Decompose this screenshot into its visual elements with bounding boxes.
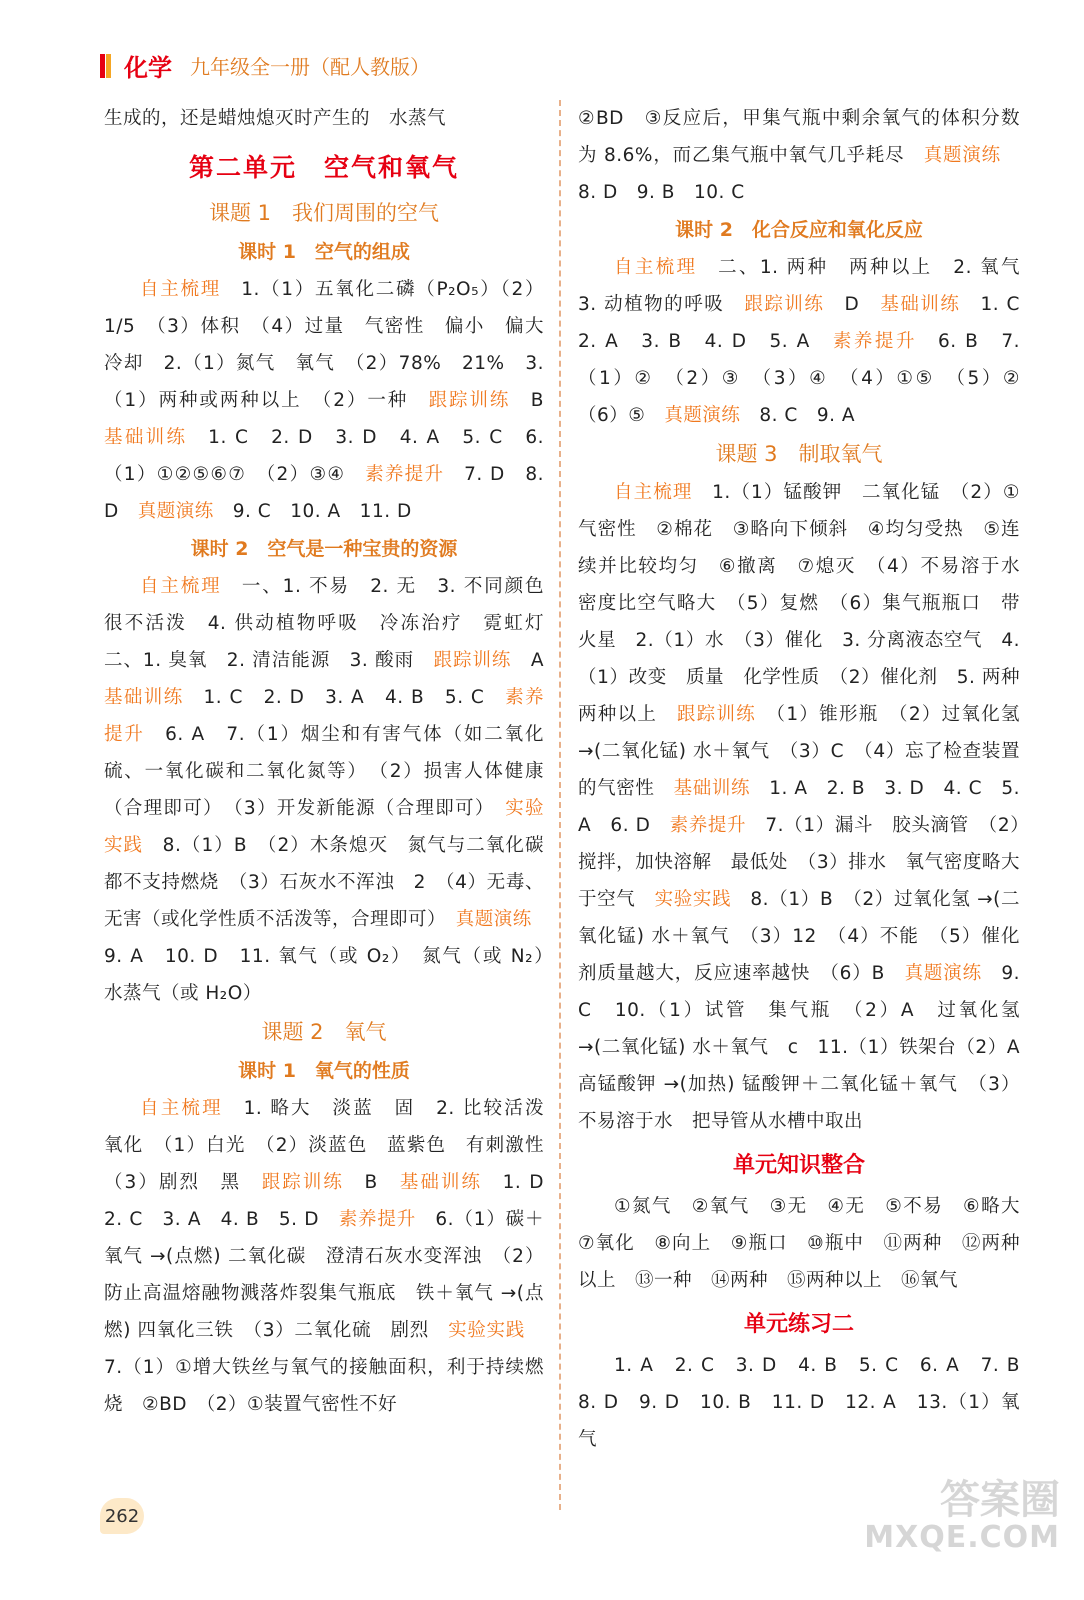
book-logo-icon [100, 54, 114, 78]
right-column [578, 100, 1040, 1458]
answer-text: 9. C 10.（1）试管 集气瓶 （2）A 过氧化氢 →(二氧化锰) 水＋氧气 c 11.（1）铁架台（2）A 高锰酸钾 →(加热) 锰酸钾＋二氧化锰＋氧气 （3）不易溶于水 把导管从水槽中取出 [578, 963, 1040, 1132]
period-title: 课时 2 化合反应和氧化反应 [675, 219, 923, 241]
answer-paragraph: 生成的，还是蜡烛熄灭时产生的 水蒸气 [104, 108, 447, 129]
grade-subtitle: 九年级全一册（配人教版） [190, 55, 430, 79]
section-tag: 素养提升 [832, 331, 917, 352]
section-tag: 实验实践 [104, 798, 544, 856]
answer-text: 8. D 9. B 10. C [578, 145, 1020, 203]
answer-text: B [343, 1172, 400, 1193]
section-tag: 跟踪训练 [261, 1172, 344, 1193]
section-tag: 基础训练 [104, 687, 184, 708]
answer-text: 8.（1）B （2）过氧化氢 →(二氧化锰) 水＋氧气 （3）12 （4）不能 （5）催化剂质量越大，反应速率越快 （6）B [578, 889, 1020, 984]
lesson-title: 课题 3 制取氧气 [715, 442, 883, 466]
lesson-title: 课题 2 氧气 [261, 1020, 387, 1044]
section-tag: 基础训练 [880, 294, 961, 315]
section-tag: 实验实践 [448, 1320, 525, 1341]
section-tag: 自主梳理 [140, 576, 222, 597]
answer-text: 1.（1）五氧化二磷（P₂O₅）（2）1/5 （3）体积 （4）过量 气密性 偏小 偏大 冷却 2.（1）氮气 氧气 （2）78% 21% 3.（1）两种或两种以上 （2）一种 [104, 279, 564, 411]
answer-text: 8. C 9. A [740, 405, 856, 426]
answer-text: 二、1. 两种 两种以上 2. 氧气 3. 动植物的呼吸 [578, 257, 1040, 315]
answer-paragraph [578, 100, 1020, 211]
section-tag: 真题演练 [904, 963, 982, 984]
section-tag: 素养提升 [365, 464, 445, 485]
answer-text: 9. C 10. A 11. D [213, 501, 412, 522]
period-title: 课时 1 氧气的性质 [238, 1060, 410, 1082]
section-tag: 真题演练 [923, 145, 1001, 166]
section-tag: 跟踪训练 [676, 704, 757, 725]
section-tag: 自主梳理 [140, 279, 221, 300]
watermark-main: 答案圈 [940, 1477, 1060, 1523]
answer-text: B [510, 390, 563, 411]
answer-text: 1.（1）锰酸钾 二氧化锰 （2）①气密性 ②棉花 ③略向下倾斜 ④均匀受热 ⑤连续并比较均匀 ⑥撤离 ⑦熄灭 （4）不易溶于水 密度比空气略大 （5）复燃 （6）集气瓶瓶口 带火星 2.（1）水 （3）催化 3. 分离液态空气 4.（1）改变 质量 化学性质 （2）催化剂 5. 两种 两种以上 [578, 482, 1040, 725]
section-tag: 基础训练 [104, 427, 188, 448]
answer-text: 8.（1）B （2）木条熄灭 氮气与二氧化碳都不支持燃烧 （3）石灰水不浑浊 2 （4）无毒、无害（或化学性质不活泼等，合理即可） [104, 835, 544, 930]
page-number: 262 [100, 1498, 144, 1534]
section-tag: 素养提升 [669, 815, 747, 836]
section-tag: 基础训练 [399, 1172, 483, 1193]
answer-text: 6. A 7.（1）烟尘和有害气体（如二氧化硫、一氧化碳和二氧化氮等） （2）损害人体健康（合理即可） （3）开发新能源（合理即可） [104, 724, 544, 819]
answer-paragraph [578, 474, 1040, 1140]
answer-text: 一、1. 不易 2. 无 3. 不同颜色 很不活泼 4. 供动植物呼吸 冷冻治疗 霓虹灯 二、1. 臭氧 2. 清洁能源 3. 酸雨 [104, 576, 564, 671]
section-tag: 跟踪训练 [428, 390, 511, 411]
section-tag: 素养提升 [338, 1209, 417, 1230]
answer-text: 6. B 7.（1）② （2）③ （3）④ （4）①⑤ （5）② （6）⑤ [578, 331, 1040, 426]
answer-text: 1. A 2. C 3. D 4. B 5. C 6. A 7. B 8. D 9. D 10. B 11. D 12. A 13.（1）氧气 [578, 1355, 1040, 1450]
section-title: 单元知识整合 [732, 1153, 865, 1178]
answer-text: 9. A 10. D 11. 氧气（或 O₂） 氮气（或 N₂） 水蒸气（或 H₂O） [104, 909, 564, 1004]
section-tag: 真题演练 [455, 909, 532, 930]
answer-paragraph [104, 271, 564, 530]
section-tag: 素养提升 [104, 687, 544, 745]
section-tag: 实验实践 [654, 889, 732, 910]
section-title: 单元练习二 [743, 1312, 854, 1337]
answer-text: 1. C 2. D 3. A 4. B 5. C [183, 687, 506, 708]
answer-text: 1. 略大 淡蓝 固 2. 比较活泼 氧化 （1）白光 （2）淡蓝色 蓝紫色 有刺激性 （3）剧烈 黑 [104, 1098, 564, 1193]
answer-text: 7.（1）漏斗 胶头滴管 （2）搅拌，加快溶解 最低处 （3）排水 氧气密度略大于空气 [578, 815, 1020, 910]
answer-text: ②BD ③反应后，甲集气瓶中剩余氧气的体积分数为 8.6%，而乙集气瓶中氧气几乎耗尽 [578, 108, 1020, 166]
section-tag: 自主梳理 [140, 1098, 223, 1119]
answer-text: D [824, 294, 881, 315]
answer-text: A [511, 650, 564, 671]
watermark [864, 1477, 1060, 1556]
section-tag: 基础训练 [673, 778, 751, 799]
answer-text: 1. C 2. D 3. D 4. A 5. C 6.（1）①②⑤⑥⑦ （2）③④ [104, 427, 544, 485]
answer-text: 7. D 8. D [104, 464, 544, 522]
answer-text: 1. A 2. B 3. D 4. C 5. A 6. D [578, 778, 1020, 836]
answer-paragraph [578, 1188, 1040, 1299]
watermark-sub: MXQE.COM [864, 1520, 1060, 1555]
unit-title: 第二单元 空气和氧气 [188, 153, 459, 182]
period-title: 课时 1 空气的组成 [238, 241, 410, 263]
answer-paragraph [104, 568, 564, 1012]
section-tag: 跟踪训练 [433, 650, 512, 671]
page-header [100, 48, 430, 83]
answer-paragraph [104, 1090, 564, 1423]
answer-text: （1）锥形瓶 （2）过氧化氢 →(二氧化锰) 水＋氧气 （3）C （4）忘了检查装置的气密性 [578, 704, 1020, 799]
answer-paragraph [578, 249, 1040, 434]
column-divider [559, 100, 561, 1510]
answer-text: 1. D 2. C 3. A 4. B 5. D [104, 1172, 563, 1230]
answer-text: ①氮气 ②氧气 ③无 ④无 ⑤不易 ⑥略大 ⑦氧化 ⑧向上 ⑨瓶口 ⑩瓶中 ⑪两种 ⑫两种以上 ⑬一种 ⑭两种 ⑮两种以上 ⑯氧气 [578, 1196, 1040, 1291]
answer-text: 6.（1）碳＋氧气 →(点燃) 二氧化碳 澄清石灰水变浑浊 （2）防止高温熔融物溅落炸裂集气瓶底 铁＋氧气 →(点燃) 四氧化三铁 （3）二氧化硫 剧烈 [104, 1209, 544, 1341]
answer-text: 1. C 2. A 3. B 4. D 5. A [578, 294, 1039, 352]
section-tag: 真题演练 [664, 405, 741, 426]
section-tag: 真题演练 [137, 501, 214, 522]
answer-paragraph [578, 1347, 1040, 1458]
answer-text: 7.（1）①增大铁丝与氧气的接触面积，利于持续燃烧 ②BD （2）①装置气密性不好 [104, 1320, 544, 1415]
lesson-title: 课题 1 我们周围的空气 [208, 201, 440, 225]
period-title: 课时 2 空气是一种宝贵的资源 [190, 538, 458, 560]
subject-title: 化学 [124, 54, 172, 82]
section-tag: 自主梳理 [614, 257, 698, 278]
left-column [104, 100, 564, 1423]
section-tag: 跟踪训练 [744, 294, 825, 315]
section-tag: 自主梳理 [614, 482, 693, 503]
